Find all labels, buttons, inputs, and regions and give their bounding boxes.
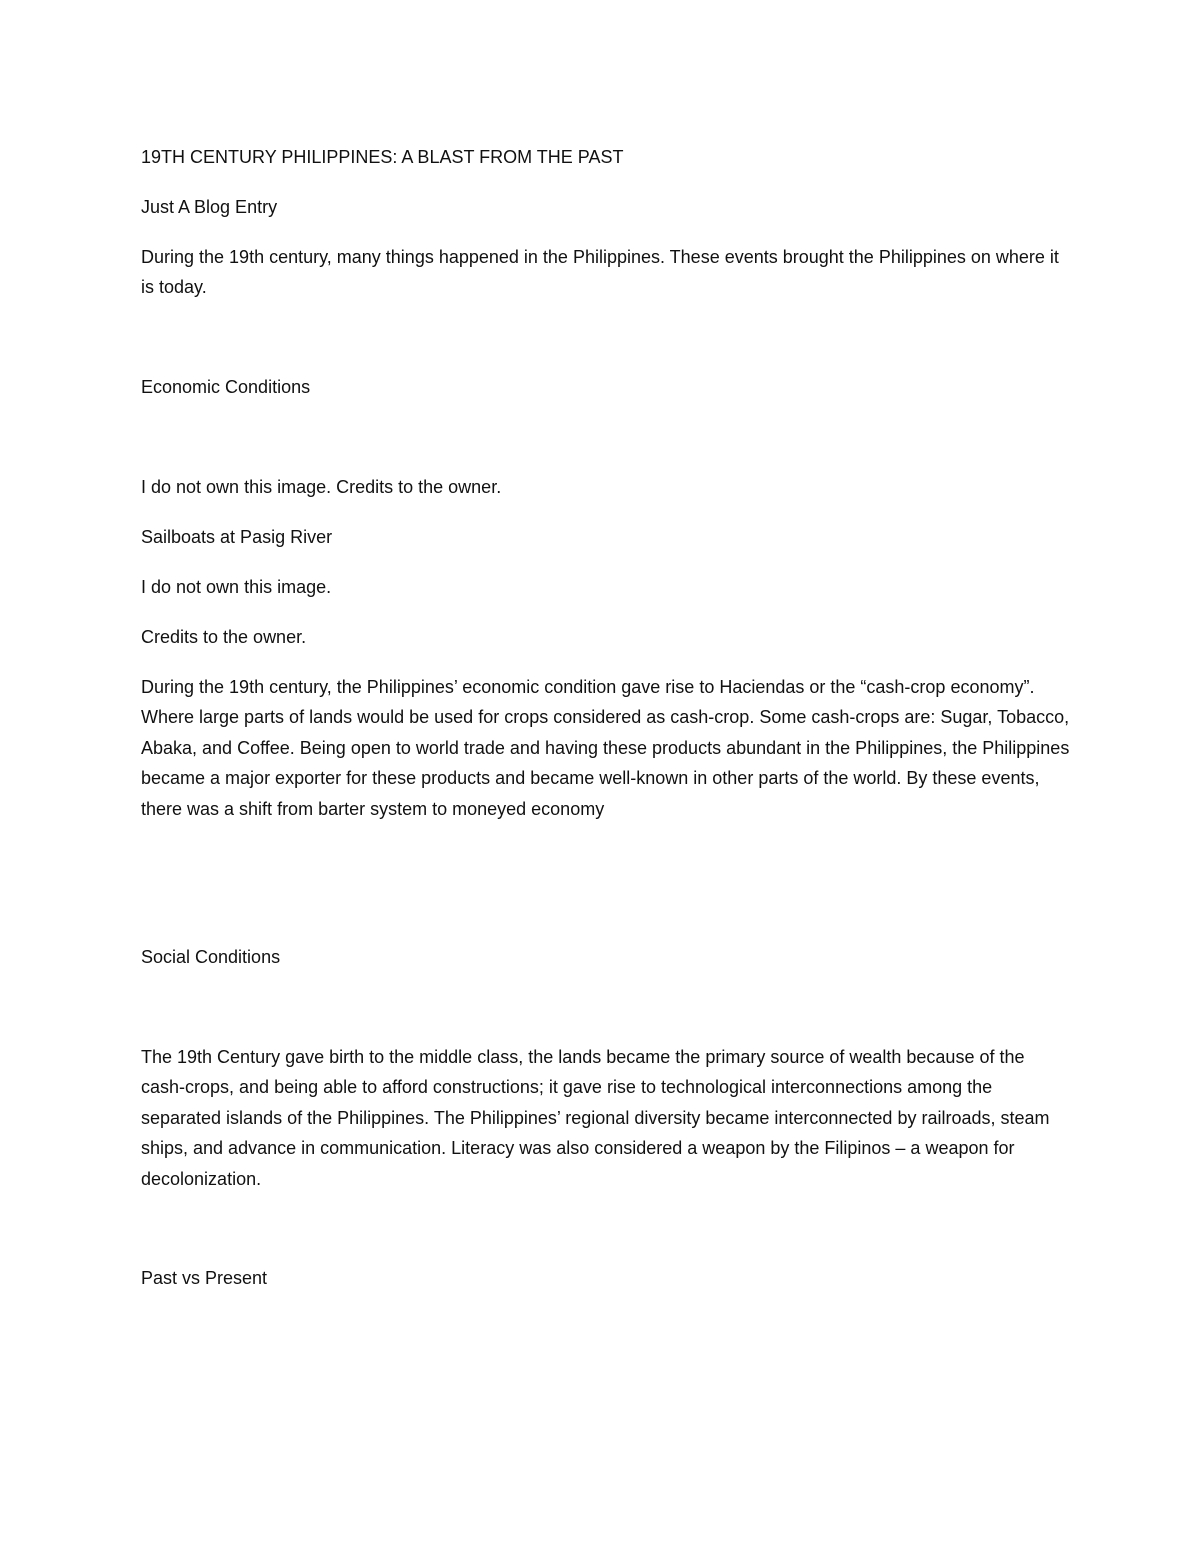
document-title: 19TH CENTURY PHILIPPINES: A BLAST FROM THE PAST	[141, 147, 624, 167]
economic-heading: Economic Conditions	[141, 377, 311, 397]
past-present-heading: Past vs Present	[141, 1268, 268, 1288]
economic-paragraph: During the 19th century, the Philippines’ economic condition gave rise to Haciendas or the “cash-crop economy”. Where large parts of lands would be used for crops considered as cash-crop. Some cash-crops are: Sugar, Tobacco, Abaka, and Coffee. Being open to world trade and having these products abundant in the Philippines, the Philippines became a major exporter for these products and became well-known in other parts of the world. By these events, there was a shift from barter system to moneyed economy	[141, 677, 1070, 819]
social-heading: Social Conditions	[141, 947, 281, 967]
image-credit-2a: I do not own this image.	[141, 577, 332, 597]
intro-paragraph: During the 19th century, many things happened in the Philippines. These events brought the Philippines on where it is today.	[141, 247, 1059, 298]
document-subtitle: Just A Blog Entry	[141, 197, 278, 217]
image-caption: Sailboats at Pasig River	[141, 527, 333, 547]
image-credit-2b: Credits to the owner.	[141, 627, 307, 647]
social-paragraph: The 19th Century gave birth to the middle class, the lands became the primary source of wealth because of the cash-crops, and being able to afford constructions; it gave rise to technological interconnections among the separated islands of the Philippines. The Philippines’ regional diversity became interconnected by railroads, steam ships, and advance in communication. Literacy was also considered a weapon by the Filipinos – a weapon for decolonization.	[141, 1047, 1050, 1189]
image-credit-1: I do not own this image. Credits to the owner.	[141, 477, 502, 497]
